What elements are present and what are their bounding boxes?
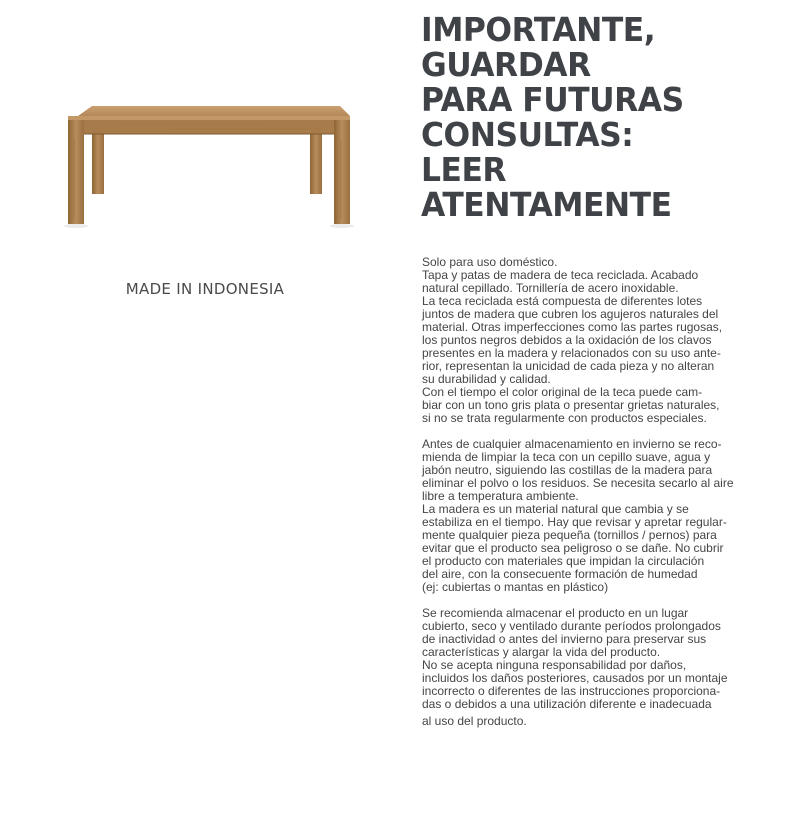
text-line: das o debidos a una utilización diferente e inadecuada bbox=[422, 697, 712, 711]
table-top bbox=[78, 106, 350, 116]
text-line: biar con un tono gris plata o presentar grietas naturales, bbox=[422, 398, 720, 412]
text-line: (ej: cubiertas o mantas en plástico) bbox=[422, 580, 609, 594]
heading-line: CONSULTAS: bbox=[421, 115, 634, 154]
text-line: rior, representan la unicidad de cada pieza y no alteran bbox=[422, 359, 715, 373]
text-line: La teca reciclada está compuesta de diferentes lotes bbox=[422, 294, 703, 308]
text-line: Tapa y patas de madera de teca reciclada. Acabado bbox=[422, 268, 699, 282]
heading-line: PARA FUTURAS bbox=[421, 80, 684, 119]
text-line: eliminar el polvo o los residuos. Se necesita secarlo al aire bbox=[422, 476, 734, 490]
text-line: No se acepta ninguna responsabilidad por daños, bbox=[422, 658, 687, 672]
text-line: juntos de madera que cubren los agujeros naturales del bbox=[422, 307, 719, 321]
text-line: estabiliza en el tiempo. Hay que revisar y apretar regular- bbox=[422, 515, 727, 529]
warning-heading bbox=[421, 12, 773, 222]
text-line: incluidos los daños posteriores, causados por un montaje bbox=[422, 671, 728, 685]
text-line: mienda de limpiar la teca con un cepillo suave, agua y bbox=[422, 450, 711, 464]
text-line: Solo para uso doméstico. bbox=[422, 255, 558, 269]
text-line: al uso del producto. bbox=[422, 714, 527, 728]
text-line: Antes de cualquier almacenamiento en invierno se reco- bbox=[422, 437, 722, 451]
text-line: cubierto, seco y ventilado durante períodos prolongados bbox=[422, 619, 721, 633]
instructions-text bbox=[422, 256, 767, 728]
wooden-table-image bbox=[62, 100, 354, 230]
paragraph-liability bbox=[422, 607, 767, 728]
text-line: del aire, con la consecuente formación de humedad bbox=[422, 567, 698, 581]
table-back-leg-left bbox=[92, 128, 104, 194]
text-line: incorrecto o diferentes de las instrucciones proporciona- bbox=[422, 684, 721, 698]
text-line: jabón neutro, siguiendo las costillas de la madera para bbox=[422, 463, 713, 477]
text-line: los puntos negros debidos a la oxidación de los clavos bbox=[422, 333, 712, 347]
text-line: material. Otras imperfecciones como las partes rugosas, bbox=[422, 320, 723, 334]
text-line: Con el tiempo el color original de la teca puede cam- bbox=[422, 385, 703, 399]
text-line: mente qualquier pieza pequeña (tornillos / pernos) para bbox=[422, 528, 717, 542]
paragraph-storage-care bbox=[422, 438, 767, 594]
text-line: de inactividad o antes del invierno para preservar sus bbox=[422, 632, 707, 646]
text-line: La madera es un material natural que cambia y se bbox=[422, 502, 689, 516]
heading-line: LEER bbox=[421, 150, 507, 189]
table-front-leg-left bbox=[68, 120, 84, 224]
heading-line: IMPORTANTE, bbox=[421, 10, 656, 49]
text-line: características y alargar la vida del producto. bbox=[422, 645, 661, 659]
table-back-leg-right bbox=[310, 128, 322, 194]
heading-line: GUARDAR bbox=[421, 45, 591, 84]
text-line: libre a temperatura ambiente. bbox=[422, 489, 579, 503]
origin-label: MADE IN INDONESIA bbox=[125, 280, 285, 298]
text-line: si no se trata regularmente con productos especiales. bbox=[422, 411, 707, 425]
paragraph-description bbox=[422, 256, 767, 425]
text-line: evitar que el producto sea peligroso o se dañe. No cubrir bbox=[422, 541, 724, 555]
table-front-leg-right bbox=[334, 120, 350, 224]
text-line: Se recomienda almacenar el producto en un lugar bbox=[422, 606, 689, 620]
heading-line: ATENTAMENTE bbox=[421, 185, 672, 224]
text-line: presentes en la madera y relacionados con su uso ante- bbox=[422, 346, 721, 360]
text-line: su durabilidad y calidad. bbox=[422, 372, 551, 386]
text-line: el producto con materiales que impidan la circulación bbox=[422, 554, 705, 568]
text-line: natural cepillado. Tornillería de acero inoxidable. bbox=[422, 281, 679, 295]
